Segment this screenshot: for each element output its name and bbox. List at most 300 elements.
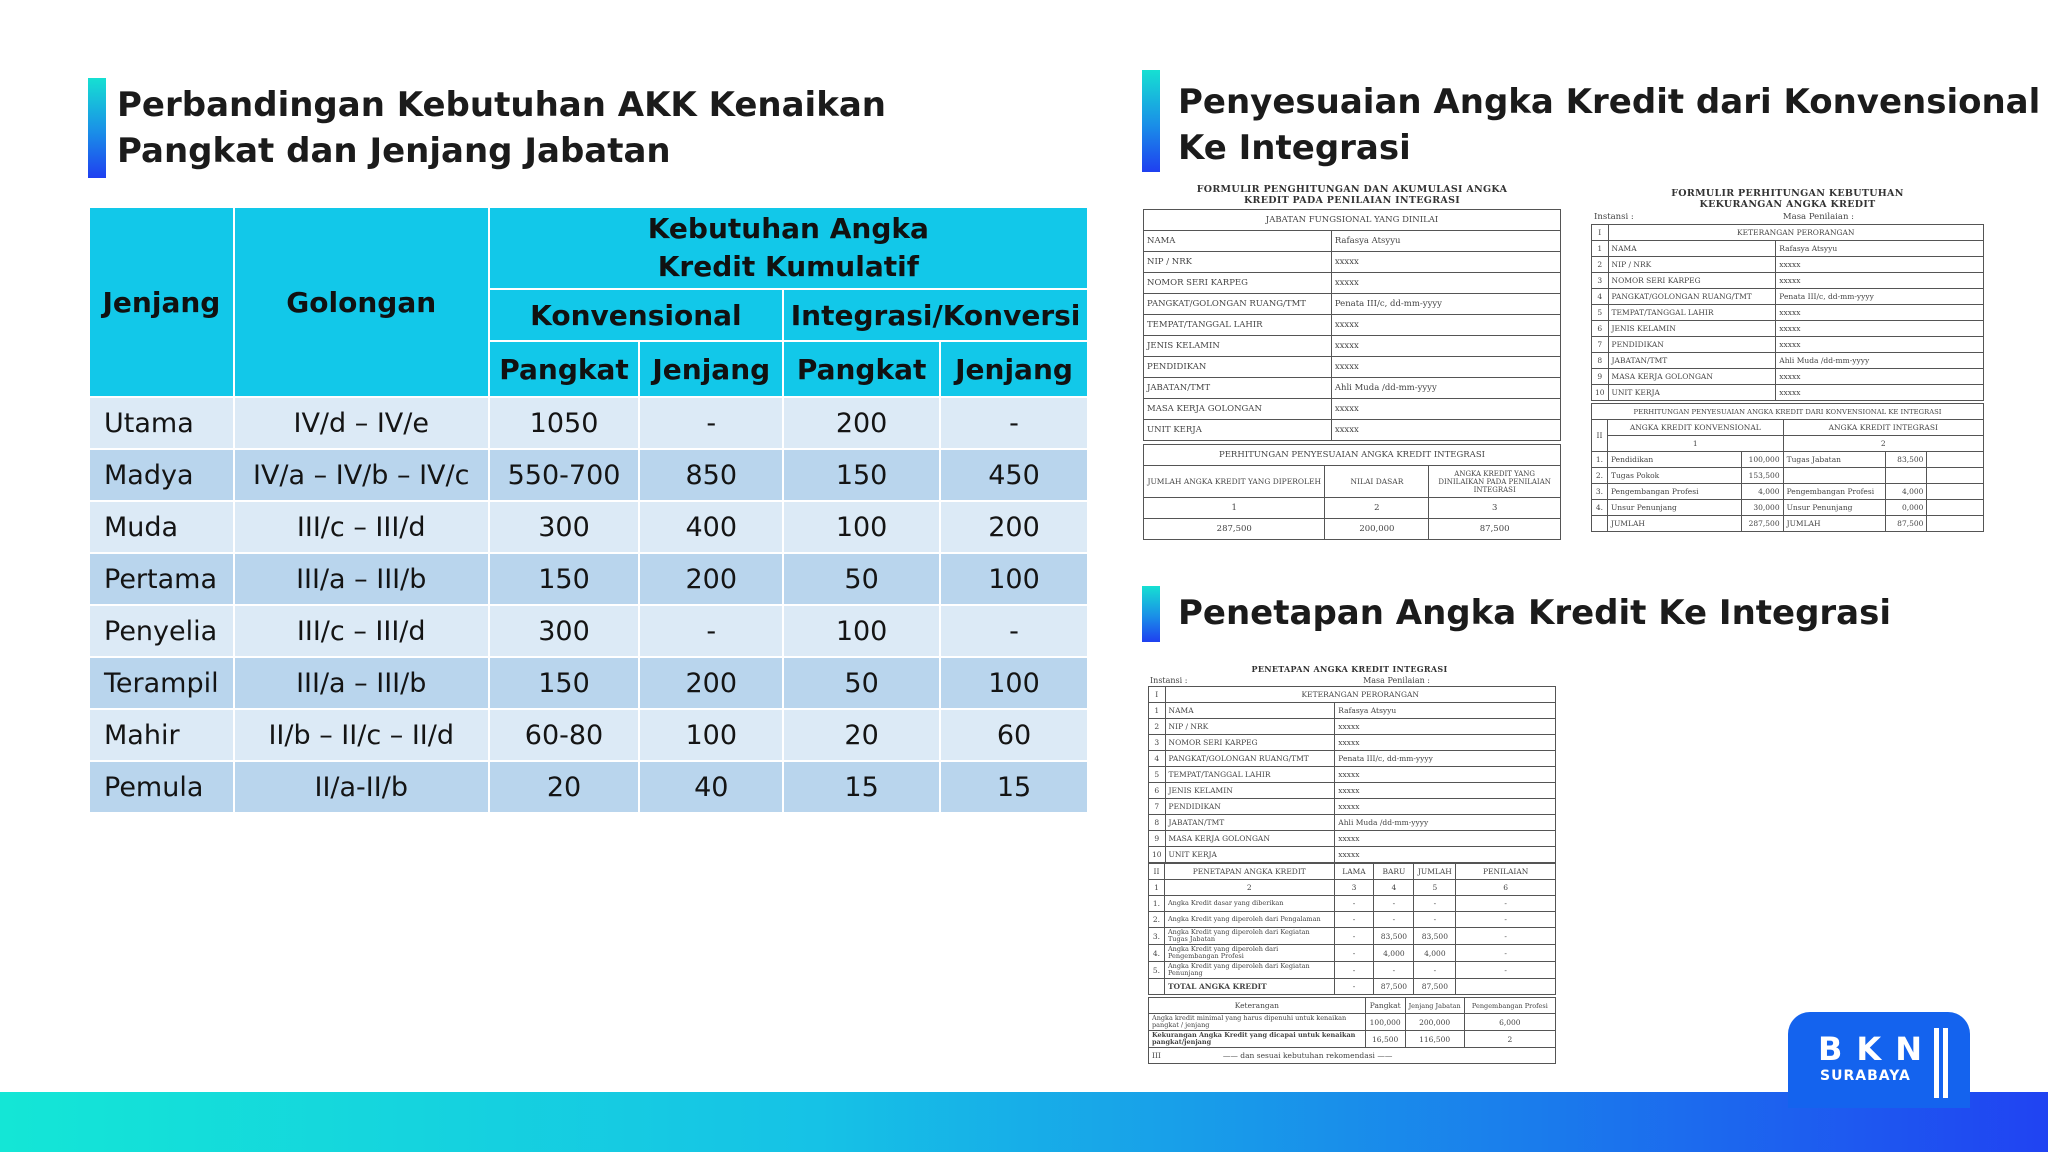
form1-row [1144,252,1561,273]
form2-meta [1590,210,1856,224]
form3-pen-jumlah: 4,000 [1414,945,1456,962]
form3-pen-baru: - [1374,912,1414,928]
form3-pen-label: Angka Kredit yang diperoleh dari Kegiatan Penunjang [1164,962,1334,979]
cell-golongan: IV/a – IV/b – IV/c [234,449,489,501]
form1-row-value: xxxxx [1331,357,1560,378]
cell-golongan: III/c – III/d [234,605,489,657]
form3-total-baru: 87,500 [1374,979,1414,995]
form3-total-label: TOTAL ANGKA KREDIT [1164,979,1334,995]
left-title-line1: Perbandingan Kebutuhan AKK Kenaikan [117,85,886,125]
form2-calc-k-label: JUMLAH [1607,516,1741,532]
form3-row-label: NAMA [1165,703,1335,719]
right-title2-accent [1142,586,1160,642]
form3-pen-jumlah: 83,500 [1414,928,1456,945]
form3-row-no: 1 [1149,703,1166,719]
form3-ket-h2: Pangkat [1365,998,1405,1014]
form1-calc-h1 [1144,466,1325,498]
form2-calc-i-label: Pengembangan Profesi [1783,484,1885,500]
form2-row-value: xxxxx [1776,369,1984,385]
form3-ket-c: 2 [1464,1031,1555,1048]
form1-title: FORMULIR PENGHITUNGAN DAN AKUMULASI ANGKA KREDIT PADA PENILAIAN INTEGRASI [1196,184,1508,206]
form3-pen-no: 5. [1149,962,1165,979]
form3-row [1149,847,1556,863]
form2-row [1592,369,1984,385]
form2-calc-k-label: Pendidikan [1607,452,1741,468]
form3-num: 6 [1456,880,1556,896]
form3-ket-row [1149,1014,1556,1031]
akk-comparison-table [88,206,1089,814]
form2-calc-row [1592,452,1984,468]
form2-row-label: NAMA [1608,241,1776,257]
form3-footer [1149,1048,1556,1064]
form3-footer-no: III [1152,1051,1161,1060]
form3-ket-label: Kekurangan Angka Kredit yang dicapai untuk kenaikan pangkat/jenjang [1149,1031,1366,1048]
form2-row [1592,273,1984,289]
header-konvensional: Konvensional [489,289,783,341]
form1-row-label: NOMOR SERI KARPEG [1144,273,1332,294]
form2-calc-k-val: 4,000 [1741,484,1783,500]
form2-calc-k-val: 30,000 [1741,500,1783,516]
form3-pen-no: 3. [1149,928,1165,945]
form1-calc-h2: NILAI DASAR [1325,466,1429,498]
form2-calc-k-label: Pengembangan Profesi [1607,484,1741,500]
form3-h-baru: BARU [1374,864,1414,880]
form3-row-label: TEMPAT/TANGGAL LAHIR [1165,767,1335,783]
form3-h-penilaian: PENILAIAN [1456,864,1556,880]
form2-calc-row-no: 4. [1592,500,1608,516]
cell-jenjang: Penyelia [89,605,234,657]
logo-bars-icon [1934,1028,1948,1098]
header-golongan: Golongan [234,207,489,397]
form3-pen-label: Angka Kredit yang diperoleh dari Pengembangan Profesi [1164,945,1334,962]
akk-row [89,449,1088,501]
form3-pen-label: Angka Kredit yang diperoleh dari Pengalaman [1164,912,1334,928]
form3-row-no: 3 [1149,735,1166,751]
form2-calc-i-label: Tugas Jabatan [1783,452,1885,468]
left-title-accent [88,78,106,178]
form3-row [1149,783,1556,799]
form3-row [1149,703,1556,719]
form2-row-label: JABATAN/TMT [1608,353,1776,369]
form3-pen-row [1149,912,1556,928]
form2-row-value: xxxxx [1776,337,1984,353]
form1-row-label: UNIT KERJA [1144,420,1332,441]
form1-row-label: PENDIDIKAN [1144,357,1332,378]
form1-row-label: NIP / NRK [1144,252,1332,273]
form2-row [1592,257,1984,273]
cell-integ-pangkat: 50 [783,553,940,605]
form3-pen-row [1149,962,1556,979]
form2-calc-i-label [1783,468,1885,484]
cell-integ-jenjang: - [940,397,1088,449]
cell-integ-pangkat: 100 [783,605,940,657]
right-title1-accent [1142,70,1160,172]
cell-konv-jenjang: 100 [639,709,783,761]
form3-section: KETERANGAN PERORANGAN [1165,687,1555,703]
form2-row [1592,321,1984,337]
form2-calc-k-label: Unsur Penunjang [1607,500,1741,516]
form3-row-no: 10 [1149,847,1166,863]
form2-calc-k-val: 287,500 [1741,516,1783,532]
form2-row-value: xxxxx [1776,321,1984,337]
form2-row-no: 4 [1592,289,1609,305]
logo-text: BKN [1818,1030,1936,1068]
form3-pen-penilaian: - [1456,945,1556,962]
form2-calc-row-no: 3. [1592,484,1608,500]
footer-gradient-band [0,1092,2048,1152]
form1-row [1144,231,1561,252]
cell-golongan: II/a-II/b [234,761,489,813]
form3-num: 5 [1414,880,1456,896]
form3-row-label: NIP / NRK [1165,719,1335,735]
form3-pen-penilaian: - [1456,896,1556,912]
cell-konv-pangkat: 300 [489,501,640,553]
form3-ket-row [1149,1031,1556,1048]
form1-calc-n3: 3 [1429,498,1561,519]
form1-row [1144,357,1561,378]
form2-calc-empty [1927,484,1984,500]
form3-row [1149,751,1556,767]
form3-row-value: xxxxx [1335,799,1556,815]
form3-row-no: 4 [1149,751,1166,767]
form3-pen-lama: - [1334,896,1374,912]
form2-rows [1592,241,1984,401]
form2-row [1592,289,1984,305]
form1-row-value: xxxxx [1331,420,1560,441]
form-penghitungan-akumulasi [1142,180,1562,552]
form2-row [1592,241,1984,257]
form3-row-label: UNIT KERJA [1165,847,1335,863]
form2-row-label: TEMPAT/TANGGAL LAHIR [1608,305,1776,321]
form2-row-label: NOMOR SERI KARPEG [1608,273,1776,289]
form3-pen-label: Angka Kredit yang diperoleh dari Kegiatan Tugas Jabatan [1164,928,1334,945]
form1-row-value: xxxxx [1331,336,1560,357]
cell-konv-jenjang: - [639,397,783,449]
form2-row-label: NIP / NRK [1608,257,1776,273]
form3-ket-h4: Pengembangan Profesi [1464,998,1555,1014]
form2-row-no: 6 [1592,321,1609,337]
form2-row [1592,337,1984,353]
form3-pen-label: Angka Kredit dasar yang diberikan [1164,896,1334,912]
form3-pen-row [1149,928,1556,945]
header-integ-jenjang: Jenjang [940,341,1088,397]
form3-pen-jumlah: - [1414,962,1456,979]
form2-calc-i-val: 4,000 [1885,484,1927,500]
form3-row-value: xxxxx [1335,735,1556,751]
form2-row-label: JENIS KELAMIN [1608,321,1776,337]
cell-golongan: IV/d – IV/e [234,397,489,449]
form2-row-no: 10 [1592,385,1609,401]
cell-integ-jenjang: 450 [940,449,1088,501]
form3-h-lama: LAMA [1334,864,1374,880]
cell-jenjang: Pertama [89,553,234,605]
form3-rows [1149,703,1556,863]
form2-calc-table: PERHITUNGAN PENYESUAIAN ANGKA KREDIT DARI KONVENSIONAL KE INTEGRASI II ANGKA KREDIT KONVENSIONAL ANGKA KREDIT INTEGRASI 1 2 1. Pendidikan 100,000 Tugas Jabatan 83,500 2. Tugas Pokok 153,500 3. Pengembangan Profesi 4,000 Pengembangan Profesi 4,000 4. Unsur Penunjang 30,000 Unsur Penunjang 0,000 JUMLAH 287,500 JUMLAH 87,500 [1591,403,1984,532]
right-title1-line2: Ke Integrasi [1178,128,1411,168]
form3-pen-baru: 4,000 [1374,945,1414,962]
cell-konv-pangkat: 150 [489,657,640,709]
form3-pen-lama: - [1334,945,1374,962]
akk-row [89,397,1088,449]
form2-row-value: xxxxx [1776,257,1984,273]
form3-pen-no: 4. [1149,945,1165,962]
cell-integ-pangkat: 150 [783,449,940,501]
form3-row [1149,831,1556,847]
form3-pen-lama: - [1334,962,1374,979]
form3-pen-baru: - [1374,962,1414,979]
form3-row-label: JENIS KELAMIN [1165,783,1335,799]
cell-integ-pangkat: 20 [783,709,940,761]
form2-calc-i-val [1885,468,1927,484]
cell-konv-jenjang: 200 [639,657,783,709]
form3-row-no: 9 [1149,831,1166,847]
form2-calc-empty [1927,468,1984,484]
header-kebutuhan [489,207,1088,289]
cell-integ-pangkat: 15 [783,761,940,813]
form2-calc-row [1592,484,1984,500]
form2-h-konv: ANGKA KREDIT KONVENSIONAL [1607,420,1783,436]
form3-row-value: xxxxx [1335,719,1556,735]
akk-table-body [89,397,1088,813]
form2-row-value: xxxxx [1776,273,1984,289]
form-kebutuhan-kekurangan [1590,186,1985,552]
form3-pen-baru: - [1374,896,1414,912]
form3-identity-table: I KETERANGAN PERORANGAN 1 NAMA Rafasya Atsyyu 2 NIP / NRK xxxxx 3 NOMOR SERI KARPEG xxxxx 4 PANGKAT/GOLONGAN RUANG/TMT Penata III/c, dd-mm-yyyy 5 TEMPAT/TANGGAL LAHIR xxxxx 6 JENIS KELAMIN xxxxx 7 PENDIDIKAN xxxxx 8 JABATAN/TMT Ahli Muda /dd-mm-yyyy 9 MASA KERJA GOLONGAN xxxxx 10 UNIT KERJA xxxxx [1148,686,1556,863]
form3-penetapan-table: II PENETAPAN ANGKA KREDIT LAMA BARU JUMLAH PENILAIAN 1 2 3 4 5 6 1. Angka Kredit dasar yang diberikan - - - - 2. Angka Kredit yang diperoleh dari Pengalaman - - - - 3. Angka Kredit yang diperoleh dari Kegiatan Tugas Jabatan - 83,500 83,500 - 4. Angka Kredit yang diperoleh dari Pengembangan Profesi - 4,000 4,000 - 5. Angka Kredit yang diperoleh dari Kegiatan Penunjang - - - - TOTAL ANGKA KREDIT - 87,500 87,500 [1148,863,1556,995]
form1-rows [1144,231,1561,441]
form2-title: FORMULIR PERHITUNGAN KEBUTUHAN KEKURANGAN ANGKA KREDIT [1671,188,1904,210]
form1-calc-n2: 2 [1325,498,1429,519]
form3-ket-h3: Jenjang Jabatan [1405,998,1464,1014]
cell-konv-jenjang: - [639,605,783,657]
form3-penetapan-rows [1149,896,1556,979]
form1-row [1144,378,1561,399]
cell-konv-pangkat: 300 [489,605,640,657]
akk-row [89,553,1088,605]
header-konv-jenjang: Jenjang [639,341,783,397]
form3-num: 2 [1164,880,1334,896]
form1-calc-v3: 87,500 [1429,519,1561,540]
form3-pen-no: 2. [1149,912,1165,928]
header-integrasi: Integrasi/Konversi [783,289,1088,341]
form1-row-label: JABATAN/TMT [1144,378,1332,399]
form3-row [1149,719,1556,735]
form2-row [1592,353,1984,369]
cell-konv-pangkat: 150 [489,553,640,605]
form3-pen-penilaian: - [1456,962,1556,979]
form3-ket-h1: Keterangan [1149,998,1366,1014]
form1-row-value: Ahli Muda /dd-mm-yyyy [1331,378,1560,399]
akk-row [89,501,1088,553]
form1-row-label: PANGKAT/GOLONGAN RUANG/TMT [1144,294,1332,315]
cell-integ-pangkat: 50 [783,657,940,709]
form3-row-label: JABATAN/TMT [1165,815,1335,831]
form1-row-label: MASA KERJA GOLONGAN [1144,399,1332,420]
form3-total-lama: - [1334,979,1374,995]
form2-calc-i-label: Unsur Penunjang [1783,500,1885,516]
form1-calc-v1: 287,500 [1144,519,1325,540]
form3-masa: Masa Penilaian : [1363,676,1430,685]
form3-pen-jumlah: - [1414,912,1456,928]
form2-calc-row [1592,500,1984,516]
form3-h-jumlah: JUMLAH [1414,864,1456,880]
form2-row-label: PANGKAT/GOLONGAN RUANG/TMT [1608,289,1776,305]
form2-h-integ: ANGKA KREDIT INTEGRASI [1783,420,1983,436]
form3-row [1149,815,1556,831]
cell-jenjang: Muda [89,501,234,553]
form2-row-label: MASA KERJA GOLONGAN [1608,369,1776,385]
form3-row-label: MASA KERJA GOLONGAN [1165,831,1335,847]
form-penetapan-angka-kredit [1142,660,1557,1060]
form1-calc-h3 [1429,466,1561,498]
form3-pen-baru: 83,500 [1374,928,1414,945]
form3-h-penetapan: PENETAPAN ANGKA KREDIT [1164,864,1334,880]
form2-row-value: Ahli Muda /dd-mm-yyyy [1776,353,1984,369]
form3-instansi: Instansi : [1150,676,1188,685]
form3-ket-label: Angka kredit minimal yang harus dipenuhi untuk kenaikan pangkat / jenjang [1149,1014,1366,1031]
form2-calc-i-label: JUMLAH [1783,516,1885,532]
form1-row-value: xxxxx [1331,273,1560,294]
form3-title: PENETAPAN ANGKA KREDIT INTEGRASI [1251,664,1448,674]
form3-ket-b: 116,500 [1405,1031,1464,1048]
form1-row [1144,273,1561,294]
cell-konv-pangkat: 20 [489,761,640,813]
form2-row [1592,305,1984,321]
cell-integ-jenjang: 200 [940,501,1088,553]
form3-pen-lama: - [1334,928,1374,945]
cell-integ-jenjang: 100 [940,553,1088,605]
form3-num: 3 [1334,880,1374,896]
form1-calc-table [1143,444,1561,540]
form1-section: JABATAN FUNGSIONAL YANG DINILAI [1144,210,1561,231]
form3-row-no: 2 [1149,719,1166,735]
form1-calc-title: PERHITUNGAN PENYESUAIAN ANGKA KREDIT INTEGRASI [1144,445,1561,466]
header-integ-pangkat: Pangkat [783,341,940,397]
form3-row-no: 6 [1149,783,1166,799]
akk-row [89,761,1088,813]
form2-calc-row-no: 1. [1592,452,1608,468]
form3-footer-note: —— dan sesuai kebutuhan rekomendasi —— [1222,1051,1393,1060]
form2-row-no: 1 [1592,241,1609,257]
form3-num: 4 [1374,880,1414,896]
form3-row [1149,767,1556,783]
cell-integ-jenjang: 15 [940,761,1088,813]
form3-row-no: 8 [1149,815,1166,831]
cell-golongan: III/a – III/b [234,657,489,709]
form3-row [1149,735,1556,751]
form3-row-no: 5 [1149,767,1166,783]
form2-row-label: PENDIDIKAN [1608,337,1776,353]
form3-keterangan-table [1148,997,1556,1064]
form1-row-value: Rafasya Atsyyu [1331,231,1560,252]
form3-total-jumlah: 87,500 [1414,979,1456,995]
form3-row-value: xxxxx [1335,767,1556,783]
form3-pen-penilaian: - [1456,928,1556,945]
form2-row-value: Penata III/c, dd-mm-yyyy [1776,289,1984,305]
form3-row-value: Ahli Muda /dd-mm-yyyy [1335,815,1556,831]
form1-row [1144,315,1561,336]
right-section-title-2: Penetapan Angka Kredit Ke Integrasi [1178,593,1892,633]
cell-jenjang: Utama [89,397,234,449]
cell-integ-pangkat: 200 [783,397,940,449]
form2-calc-i-val: 83,500 [1885,452,1927,468]
header-jenjang: Jenjang [89,207,234,397]
form2-calc-rows [1592,452,1984,532]
form1-row-label: TEMPAT/TANGGAL LAHIR [1144,315,1332,336]
left-section-title [117,82,886,174]
form1-calc-v2: 200,000 [1325,519,1429,540]
cell-konv-pangkat: 60-80 [489,709,640,761]
form2-row-no: 7 [1592,337,1609,353]
form1-row-value: xxxxx [1331,399,1560,420]
form2-row-value: Rafasya Atsyyu [1776,241,1984,257]
cell-jenjang: Mahir [89,709,234,761]
form3-row-value: xxxxx [1335,783,1556,799]
form2-row-no: 3 [1592,273,1609,289]
form2-instansi: Instansi : [1594,212,1634,222]
form2-masa: Masa Penilaian : [1782,212,1854,222]
form3-pen-no: 1. [1149,896,1165,912]
form2-calc-row [1592,468,1984,484]
cell-golongan: III/a – III/b [234,553,489,605]
form1-row-label: JENIS KELAMIN [1144,336,1332,357]
cell-konv-jenjang: 850 [639,449,783,501]
form2-calc-no: II [1592,420,1608,452]
cell-integ-jenjang: - [940,605,1088,657]
form3-keterangan-rows [1149,1014,1556,1048]
form3-pen-jumlah: - [1414,896,1456,912]
form2-row-no: 5 [1592,305,1609,321]
form2-section: KETERANGAN PERORANGAN [1608,225,1983,241]
form1-calc-h3-label: ANGKA KREDIT YANG DINILAIKAN PADA PENILAIAN INTEGRASI [1438,469,1551,494]
cell-jenjang: Madya [89,449,234,501]
form1-row-value: Penata III/c, dd-mm-yyyy [1331,294,1560,315]
form3-pen-penilaian: - [1456,912,1556,928]
form1-row [1144,336,1561,357]
form2-calc-i-val: 0,000 [1885,500,1927,516]
akk-row [89,709,1088,761]
form2-row-no: 9 [1592,369,1609,385]
form1-row [1144,294,1561,315]
form3-pen-row [1149,945,1556,962]
cell-konv-jenjang: 200 [639,553,783,605]
cell-konv-jenjang: 40 [639,761,783,813]
cell-integ-jenjang: 100 [940,657,1088,709]
form3-row-label: PENDIDIKAN [1165,799,1335,815]
form3-ket-c: 6,000 [1464,1014,1555,1031]
cell-konv-pangkat: 550-700 [489,449,640,501]
form3-ket-a: 100,000 [1365,1014,1405,1031]
form3-ket-b: 200,000 [1405,1014,1464,1031]
form3-row-no: 7 [1149,799,1166,815]
form2-identity-table: I KETERANGAN PERORANGAN 1 NAMA Rafasya Atsyyu 2 NIP / NRK xxxxx 3 NOMOR SERI KARPEG xxxxx 4 PANGKAT/GOLONGAN RUANG/TMT Penata III/c, dd-mm-yyyy 5 TEMPAT/TANGGAL LAHIR xxxxx 6 JENIS KELAMIN xxxxx 7 PENDIDIKAN xxxxx 8 JABATAN/TMT Ahli Muda /dd-mm-yyyy 9 MASA KERJA GOLONGAN xxxxx 10 UNIT KERJA xxxxx [1591,224,1984,401]
form3-pen-lama: - [1334,912,1374,928]
cell-golongan: II/b – II/c – II/d [234,709,489,761]
cell-jenjang: Terampil [89,657,234,709]
header-konv-pangkat: Pangkat [489,341,640,397]
akk-row [89,657,1088,709]
form3-row-label: NOMOR SERI KARPEG [1165,735,1335,751]
form2-calc-row-no: 2. [1592,468,1608,484]
form3-row [1149,799,1556,815]
form3-pen-row [1149,896,1556,912]
form1-row-label: NAMA [1144,231,1332,252]
form3-row-value: xxxxx [1335,831,1556,847]
form1-identity-table [1143,209,1561,441]
form1-row [1144,420,1561,441]
bkn-surabaya-logo [1788,1012,1970,1108]
form2-calc-row [1592,516,1984,532]
